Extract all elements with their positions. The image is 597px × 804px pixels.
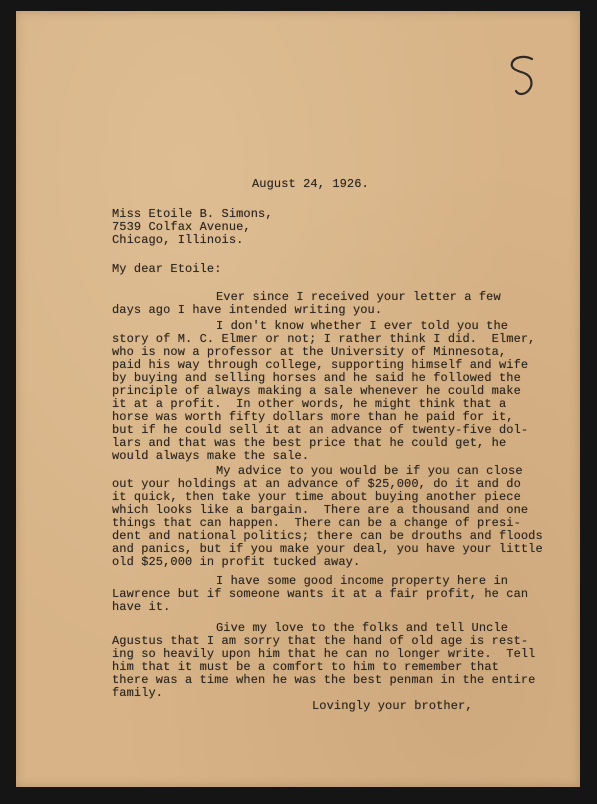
paragraph-line: would always make the sale.	[112, 449, 310, 463]
paragraph-line: ing so heavily upon him that he can no longer write. Tell	[112, 647, 536, 661]
salutation: My dear Etoile:	[112, 262, 222, 276]
recipient-street: 7539 Colfax Avenue,	[112, 220, 251, 234]
paragraph-line: My advice to you would be if you can close	[216, 464, 523, 478]
closing: Lovingly your brother,	[312, 699, 473, 713]
paragraph-line: who is now a professor at the University of Minnesota,	[112, 345, 507, 359]
paragraph-line: him that it must be a comfort to him to remember that	[112, 660, 499, 674]
paragraph-line: Ever since I received your letter a few	[216, 290, 501, 304]
paragraph-line: and panics, but if you make your deal, you have your little	[112, 542, 543, 556]
paragraph-line: but if he could sell it at an advance of twenty-five dol-	[112, 423, 529, 437]
paragraph-line: Agustus that I am sorry that the hand of old age is rest-	[112, 634, 529, 648]
paragraph-line: dent and national politics; there can be drouths and floods	[112, 529, 543, 543]
paragraph-line: it quick, then take your time about buying another piece	[112, 490, 521, 504]
paragraph-line: I don't know whether I ever told you the	[216, 319, 509, 333]
paragraph-line: there was a time when he was the best penman in the entire	[112, 673, 536, 687]
paragraph-line: out your holdings at an advance of $25,000, do it and do	[112, 477, 521, 491]
paragraph-line: I have some good income property here in	[216, 574, 509, 588]
paragraph-line: have it.	[112, 600, 171, 614]
paragraph-line: old $25,000 in profit tucked away.	[112, 555, 361, 569]
letter-body	[16, 11, 543, 803]
paragraph-4	[16, 563, 529, 623]
paragraph-line: paid his way through college, supporting himself and wife	[112, 358, 529, 372]
recipient-city: Chicago, Illinois.	[112, 233, 244, 247]
paragraph-line: which looks like a bargain. There are a thousand and one	[112, 503, 529, 517]
paragraph-line: days ago I have intended writing you.	[112, 303, 383, 317]
paragraph-line: horse was worth fifty dollars more than he paid for it,	[112, 410, 514, 424]
recipient-name: Miss Etoile B. Simons,	[112, 207, 273, 221]
paragraph-line: Lawrence but if someone wants it at a fair profit, he can	[112, 587, 529, 601]
paragraph-line: by buying and selling horses and he said he followed the	[112, 371, 521, 385]
paragraph-line: family.	[112, 686, 164, 700]
paragraph-line: it at a profit. In other words, he might think that a	[112, 397, 507, 411]
paragraph-line: story of M. C. Elmer or not; I rather think I did. Elmer,	[112, 332, 536, 346]
handwritten-page-number	[504, 51, 544, 101]
letter-page	[16, 11, 580, 787]
paragraph-line: principle of always making a sale whenever he could make	[112, 384, 521, 398]
letter-date: August 24, 1926.	[252, 177, 369, 191]
paragraph-line: lars and that was the best price that he could get, he	[112, 436, 507, 450]
paragraph-line: Give my love to the folks and tell Uncle	[216, 621, 509, 635]
paragraph-line: things that can happen. There can be a change of presi-	[112, 516, 521, 530]
